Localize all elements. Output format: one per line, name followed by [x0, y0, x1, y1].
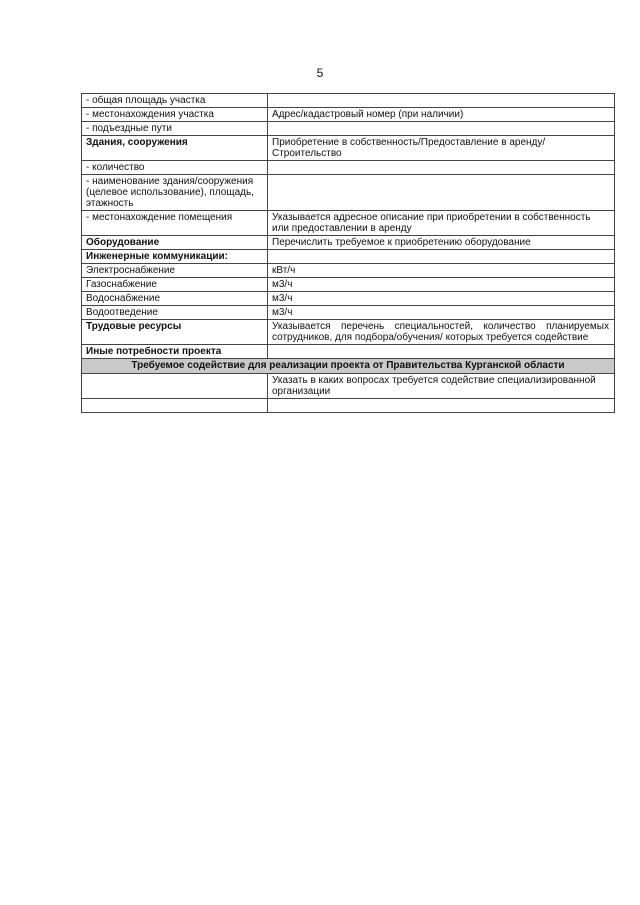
table-row: [82, 278, 615, 292]
value-equipment: Перечислить требуемое к приобретению оборудование: [268, 236, 615, 250]
label-plot-area: - общая площадь участка: [82, 94, 268, 108]
table-row: [82, 122, 615, 136]
table-row: [82, 211, 615, 236]
value-gas: м3/ч: [268, 278, 615, 292]
label-access-roads: - подъездные пути: [82, 122, 268, 136]
value-plot-area: [268, 94, 615, 108]
section-header: Требуемое содействие для реализации проекта от Правительства Курганской области: [82, 359, 615, 374]
label-other-needs: Иные потребности проекта: [82, 345, 268, 359]
value-plot-location: Адрес/кадастровый номер (при наличии): [268, 108, 615, 122]
value-water-supply: м3/ч: [268, 292, 615, 306]
value-quantity: [268, 161, 615, 175]
table-row: [82, 94, 615, 108]
label-quantity: - количество: [82, 161, 268, 175]
label-equipment: Оборудование: [82, 236, 268, 250]
label-buildings: Здания, сооружения: [82, 136, 268, 161]
value-utilities: [268, 250, 615, 264]
table-row: [82, 161, 615, 175]
label-support-2: [82, 399, 268, 413]
label-sewage: Водоотведение: [82, 306, 268, 320]
table-row: [82, 136, 615, 161]
table-row: [82, 250, 615, 264]
value-building-name: [268, 175, 615, 211]
page-number: 5: [316, 66, 324, 80]
label-utilities: Инженерные коммуникации:: [82, 250, 268, 264]
value-support-1: Указать в каких вопросах требуется содействие специализированной организации: [268, 374, 615, 399]
label-labor: Трудовые ресурсы: [82, 320, 268, 345]
label-building-name: - наименование здания/сооружения (целевое использование), площадь, этажность: [82, 175, 268, 211]
value-sewage: м3/ч: [268, 306, 615, 320]
section-header-row: [82, 359, 615, 374]
table-row: [82, 399, 615, 413]
value-support-2: [268, 399, 615, 413]
table-row: [82, 320, 615, 345]
value-labor: Указывается перечень специальностей, количество планируемых сотрудников, для подбора/обучения/ которых требуется содействие: [268, 320, 615, 345]
table-row: [82, 108, 615, 122]
value-electricity: кВт/ч: [268, 264, 615, 278]
label-gas: Газоснабжение: [82, 278, 268, 292]
label-support-1: [82, 374, 268, 399]
table-row: [82, 175, 615, 211]
label-electricity: Электроснабжение: [82, 264, 268, 278]
table-row: [82, 374, 615, 399]
label-plot-location: - местонахождения участка: [82, 108, 268, 122]
table-row: [82, 264, 615, 278]
label-water-supply: Водоснабжение: [82, 292, 268, 306]
table-row: [82, 236, 615, 250]
value-premises-location: Указывается адресное описание при приобретении в собственность или предоставлении в аренду: [268, 211, 615, 236]
table-row: [82, 292, 615, 306]
label-premises-location: - местонахождение помещения: [82, 211, 268, 236]
table-row: [82, 345, 615, 359]
value-access-roads: [268, 122, 615, 136]
table-row: [82, 306, 615, 320]
project-requirements-table: [81, 93, 615, 413]
value-buildings: Приобретение в собственность/Предоставление в аренду/Строительство: [268, 136, 615, 161]
value-other-needs: [268, 345, 615, 359]
